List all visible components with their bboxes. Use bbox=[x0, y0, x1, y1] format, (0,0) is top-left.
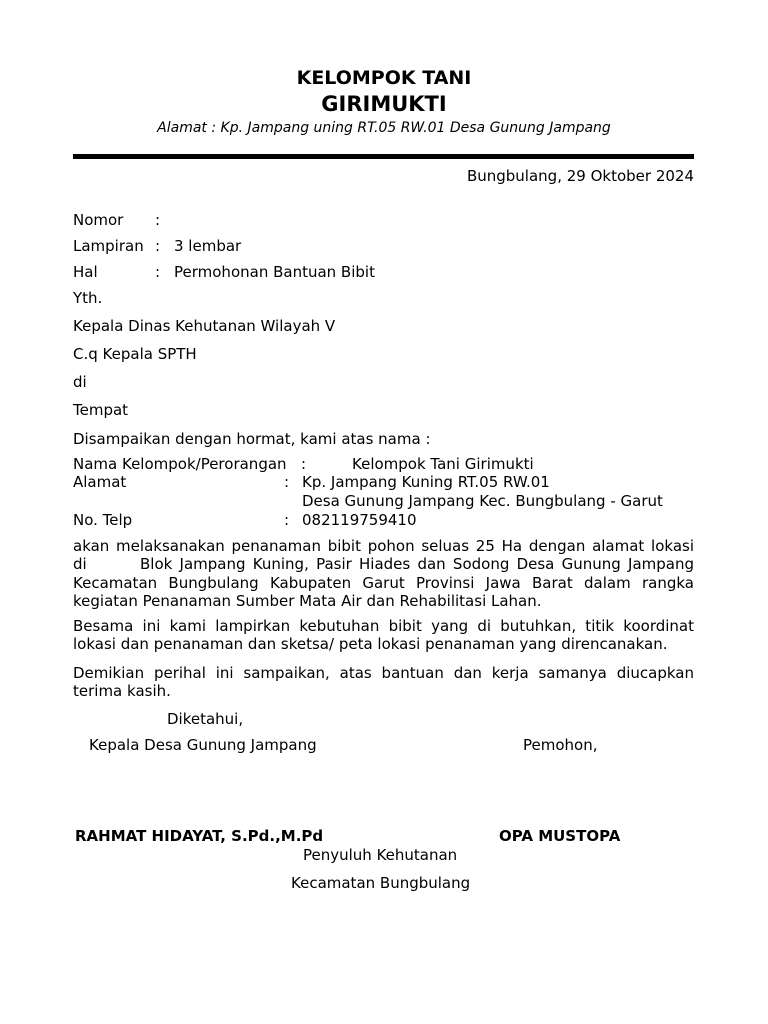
meta-label-hal: Hal bbox=[73, 263, 98, 281]
body1-di: di bbox=[73, 555, 87, 573]
identity-address-sep: : bbox=[284, 473, 290, 491]
identity-phone-label: No. Telp bbox=[73, 511, 133, 529]
meta-value-lampiran: 3 lembar bbox=[174, 237, 242, 255]
opening-line: Disampaikan dengan hormat, kami atas nama : bbox=[73, 430, 431, 448]
right-signatory-name: OPA MUSTOPA bbox=[499, 827, 621, 845]
org-address: Alamat : Kp. Jampang uning RT.05 RW.01 Desa Gunung Jampang bbox=[157, 120, 611, 136]
recipient-line3: di bbox=[73, 373, 87, 391]
body-paragraph-3: Demikian perihal ini sampaikan, atas bantuan dan kerja samanya diucapkan terima kasih. bbox=[73, 664, 694, 700]
meta-sep-hal: : bbox=[155, 263, 161, 281]
body-paragraph-2: Besama ini kami lampirkan kebutuhan bibit yang di butuhkan, titik koordinat lokasi dan penanaman dan sketsa/ peta lokasi penanaman yang direncanakan. bbox=[73, 617, 694, 653]
left-signatory-title: Kepala Desa Gunung Jampang bbox=[89, 736, 317, 754]
identity-phone-sep: : bbox=[284, 511, 290, 529]
recipient-line1: Kepala Dinas Kehutanan Wilayah V bbox=[73, 317, 336, 335]
meta-sep-lampiran: : bbox=[155, 237, 161, 255]
meta-label-lampiran: Lampiran bbox=[73, 237, 144, 255]
meta-value-hal: Permohonan Bantuan Bibit bbox=[174, 263, 375, 281]
identity-address-value2: Desa Gunung Jampang Kec. Bungbulang - Garut bbox=[302, 492, 663, 510]
body1-rest: Kecamatan Bungbulang Kabupaten Garut Provinsi Jawa Barat dalam rangka kegiatan Penanaman Sumber Mata Air dan Rehabilitasi Lahan. bbox=[73, 574, 694, 610]
org-name-line2: GIRIMUKTI bbox=[321, 92, 447, 116]
known-label: Diketahui, bbox=[167, 710, 244, 728]
identity-address-label: Alamat bbox=[73, 473, 127, 491]
header-divider bbox=[73, 154, 694, 159]
identity-address-value1: Kp. Jampang Kuning RT.05 RW.01 bbox=[302, 473, 550, 491]
identity-phone-value: 082119759410 bbox=[302, 511, 417, 529]
meta-sep-nomor: : bbox=[155, 211, 161, 229]
meta-label-nomor: Nomor bbox=[73, 211, 124, 229]
right-signatory-title: Pemohon, bbox=[523, 736, 598, 754]
place-date: Bungbulang, 29 Oktober 2024 bbox=[466, 167, 694, 185]
identity-name-value: Kelompok Tani Girimukti bbox=[352, 455, 534, 473]
identity-name-sep: : bbox=[301, 455, 307, 473]
recipient-yth: Yth. bbox=[73, 289, 103, 307]
left-signatory-name: RAHMAT HIDAYAT, S.Pd.,M.Pd bbox=[75, 827, 324, 845]
body1-line2: Blok Jampang Kuning, Pasir Hiades dan Sodong Desa Gunung Jampang bbox=[140, 555, 694, 573]
extra-title-line1: Penyuluh Kehutanan bbox=[303, 846, 458, 864]
extra-title-line2: Kecamatan Bungbulang bbox=[291, 874, 471, 892]
org-name-line1: KELOMPOK TANI bbox=[296, 67, 472, 89]
recipient-line4: Tempat bbox=[73, 401, 129, 419]
body1-line1: akan melaksanakan penanaman bibit pohon seluas 25 Ha dengan alamat lokasi bbox=[73, 537, 694, 555]
recipient-line2: C.q Kepala SPTH bbox=[73, 345, 197, 363]
identity-name-label: Nama Kelompok/Perorangan bbox=[73, 455, 287, 473]
